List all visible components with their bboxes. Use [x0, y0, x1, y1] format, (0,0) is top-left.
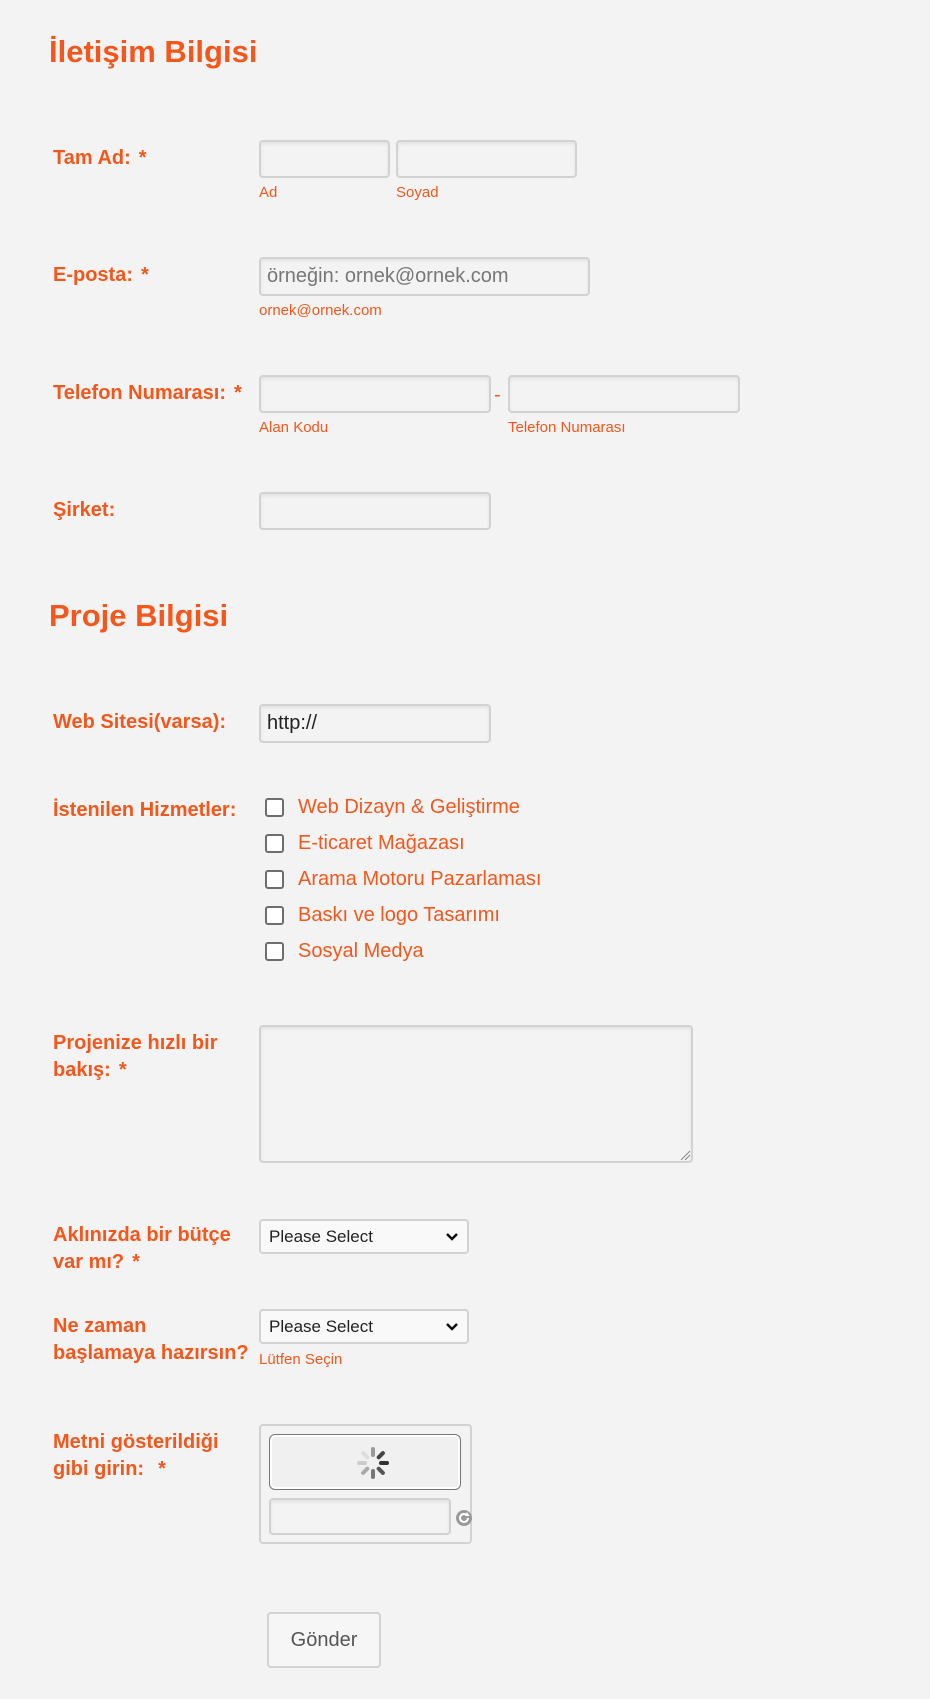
service-option-seo[interactable]: [265, 861, 541, 897]
service-option-print-logo[interactable]: [265, 897, 541, 933]
budget-label: [53, 1222, 231, 1276]
website-label: Web Sitesi(varsa):: [53, 711, 227, 733]
service-option-label: Baskı ve logo Tasarımı: [298, 903, 500, 926]
captcha-box: [259, 1424, 472, 1544]
email-input[interactable]: [259, 257, 590, 296]
first-name-sublabel: Ad: [259, 184, 278, 201]
service-option-social-media[interactable]: [265, 933, 541, 969]
captcha-label: [53, 1429, 219, 1483]
required-marker: *: [132, 1251, 140, 1273]
chevron-down-icon: [445, 1322, 459, 1332]
checkbox[interactable]: [265, 906, 284, 925]
service-option-label: Arama Motoru Pazarlaması: [298, 867, 542, 890]
refresh-icon[interactable]: [454, 1508, 474, 1528]
start-label-line2: başlamaya hazırsın?: [53, 1342, 249, 1364]
overview-textarea-wrap: [259, 1025, 693, 1163]
resize-grip-icon[interactable]: [679, 1149, 691, 1161]
start-select-value: Please Select: [269, 1316, 373, 1336]
services-checkbox-group: [265, 789, 541, 969]
phone-separator: -: [494, 384, 501, 406]
services-label: İstenilen Hizmetler:: [53, 799, 237, 821]
start-select[interactable]: [259, 1309, 469, 1344]
phone-number-sublabel: Telefon Numarası: [508, 419, 626, 436]
start-label-line1: Ne zaman: [53, 1315, 147, 1337]
last-name-input[interactable]: [396, 140, 577, 178]
overview-label-line1: Projenize hızlı bir: [53, 1032, 218, 1054]
area-code-input[interactable]: [259, 375, 491, 413]
overview-textarea[interactable]: [259, 1025, 693, 1163]
budget-label-line1: Aklınızda bir bütçe: [53, 1224, 231, 1246]
fullname-label-text: Tam Ad:: [53, 147, 131, 169]
start-label: [53, 1313, 249, 1367]
start-sublabel: Lütfen Seçin: [259, 1351, 343, 1368]
required-marker: *: [138, 147, 147, 169]
fullname-label: [53, 145, 147, 172]
service-option-web-design[interactable]: [265, 789, 541, 825]
phone-label: [53, 380, 242, 407]
budget-label-line2: var mı?: [53, 1251, 125, 1273]
required-marker: *: [234, 382, 242, 404]
overview-label: [53, 1030, 217, 1084]
captcha-input[interactable]: [269, 1498, 451, 1535]
budget-select-value: Please Select: [269, 1226, 373, 1246]
email-sublabel: ornek@ornek.com: [259, 302, 382, 319]
company-input[interactable]: [259, 492, 491, 530]
captcha-image: [269, 1434, 461, 1490]
last-name-sublabel: Soyad: [396, 184, 439, 201]
checkbox[interactable]: [265, 834, 284, 853]
budget-select[interactable]: [259, 1219, 469, 1254]
area-code-sublabel: Alan Kodu: [259, 419, 329, 436]
captcha-label-line1: Metni gösterildiği: [53, 1431, 219, 1453]
checkbox[interactable]: [265, 798, 284, 817]
service-option-label: Sosyal Medya: [298, 939, 424, 962]
company-label: Şirket:: [53, 499, 116, 521]
checkbox[interactable]: [265, 942, 284, 961]
required-marker: *: [118, 1059, 127, 1081]
first-name-input[interactable]: [259, 140, 390, 178]
spinner-icon: [356, 1446, 390, 1480]
required-marker: *: [141, 264, 149, 286]
section-title-project: Proje Bilgisi: [49, 598, 229, 633]
submit-button[interactable]: Gönder: [267, 1612, 381, 1668]
service-option-ecommerce[interactable]: [265, 825, 541, 861]
service-option-label: Web Dizayn & Geliştirme: [298, 795, 520, 818]
website-input[interactable]: [259, 704, 491, 743]
checkbox[interactable]: [265, 870, 284, 889]
overview-label-line2: bakış:: [53, 1059, 111, 1081]
service-option-label: E-ticaret Mağazası: [298, 831, 465, 854]
section-title-contact: İletişim Bilgisi: [49, 34, 258, 69]
email-label-text: E-posta:: [53, 264, 133, 286]
phone-number-input[interactable]: [508, 375, 740, 413]
phone-label-text: Telefon Numarası:: [53, 382, 226, 404]
captcha-label-line2: gibi girin:: [53, 1458, 145, 1480]
required-marker: *: [158, 1458, 166, 1480]
chevron-down-icon: [445, 1232, 459, 1242]
email-label: [53, 262, 149, 289]
